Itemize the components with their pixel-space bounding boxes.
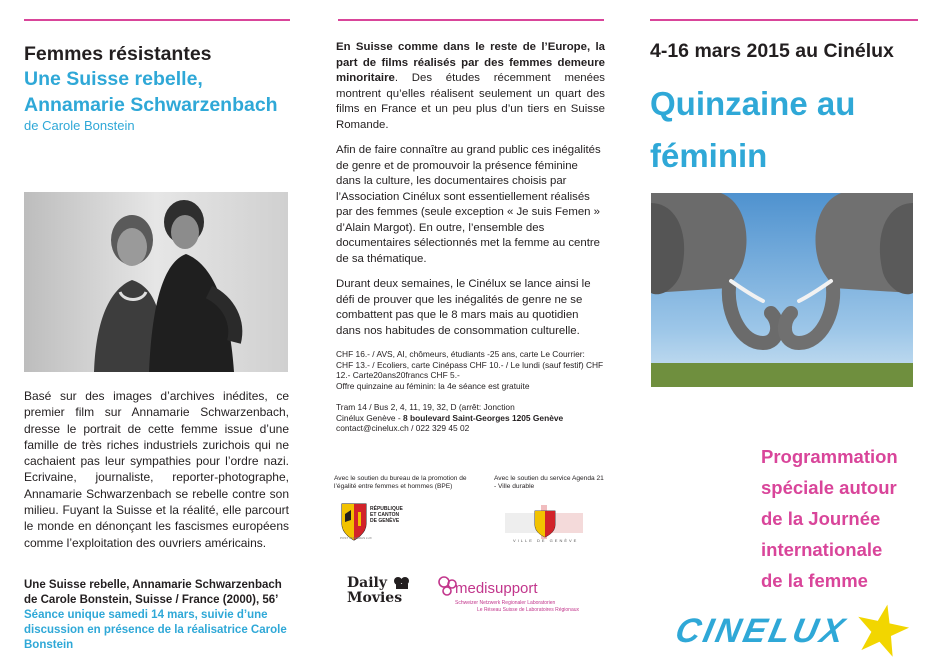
- support-text-bpe: Avec le soutien du bureau de la promotion de l’égalité entre femmes et hommes (BPE): [334, 475, 467, 491]
- film-description: Basé sur des images d’archives inédites, ce premier film sur Annamarie Schwarzenbach, dresse le portrait de cette femme issue d’une famille de très riches industriels zurichois qui ne cachaient pas leur sympathies pour l’ordre nazi. Ecrivaine, journaliste, reporter-photographe, Annamarie Schwarzenbach se rebelle contre son milieu. Fuyant la Suisse et la réalité, elle parcourt le monde en dénonçant les fascismes européens comme l’exploitation des ouvriers américains.: [24, 389, 289, 550]
- top-rule-left: [24, 19, 290, 21]
- top-rule-right: [650, 19, 918, 21]
- cinelux-logo: [672, 600, 916, 660]
- paragraph-2: Afin de faire connaître au grand public ces inégalités de genre et de promouvoir la présence féminine dans la culture, les documentaires choisis par l’Association Cinélux sont essentiellement réalisés par des femmes (seule exception « Je suis Femen » d’Alain Margot). En outre, l’ensemble des documentaires sélectionnés met la femme au centre de sa thématique.: [336, 144, 601, 265]
- prog-line-3: de la Journée: [761, 508, 881, 529]
- daily-text: Daily: [347, 575, 387, 591]
- logo-rep-motto: POST TENEBRAS LUX: [340, 536, 372, 540]
- intro-text: [336, 40, 605, 339]
- price-info: [336, 349, 604, 391]
- screening-info: Séance unique samedi 14 mars, suivie d’une discussion en présence de la réalisatrice Carole Bonstein: [24, 609, 287, 651]
- logo-rep-text: RÉPUBLIQUE ET CANTON DE GENÈVE: [370, 506, 403, 524]
- offer-line: Offre quinzaine au féminin: la 4e séance est gratuite: [336, 380, 530, 391]
- prog-line-5: de la femme: [761, 570, 868, 591]
- archive-photo: [24, 192, 288, 372]
- access-info: [336, 402, 604, 434]
- star-icon: [852, 600, 912, 660]
- intro-rest: . Des études récemment menées montrent qu’elles réalisent seulement un quart des films en France et un peu plus d’un tiers en Suisse Romande.: [336, 72, 605, 131]
- cinelux-text: CINELUX: [672, 612, 851, 650]
- address-line: [336, 413, 604, 424]
- film-header: [24, 42, 289, 133]
- programmation-text: [761, 441, 941, 596]
- film-reel-icon: [393, 576, 411, 590]
- support-text-agenda21: Avec le soutien du service Agenda 21 - Ville durable: [494, 475, 604, 491]
- medisupport-text: medisupport: [455, 580, 538, 597]
- contact-line[interactable]: contact@cinelux.ch / 022 329 45 02: [336, 423, 470, 433]
- top-rule-middle: [338, 19, 604, 21]
- transport-line: Tram 14 / Bus 2, 4, 11, 19, 32, D (arrêt: Jonction: [336, 402, 515, 412]
- medisupport-sub1: Schweizer Netzwerk Regionaler Laboratorien: [455, 600, 556, 606]
- paragraph-3: Durant deux semaines, le Cinélux se lance ainsi le défi de prouver que les inégalités de genre ne se combattent pas que le 8 mars mais au quotidien dans nos habitudes de consommation culturelle.: [336, 278, 591, 337]
- prog-line-4: internationale: [761, 539, 883, 560]
- intro-paragraph: [336, 40, 605, 133]
- section-heading: Femmes résistantes: [24, 43, 212, 65]
- film-title-line1: Une Suisse rebelle,: [24, 68, 203, 90]
- medisupport-logo: [437, 575, 607, 615]
- address-name: Cinélux Genève -: [336, 412, 404, 423]
- ville-geneve-logo: [505, 505, 585, 545]
- film-credit-line: Une Suisse rebelle, Annamarie Schwarzenbach de Carole Bonstein, Suisse / France (2000), 56’: [24, 579, 282, 606]
- medisupport-sub2: Le Réseau Suisse de Laboratoires Régionaux: [477, 607, 580, 613]
- logo-ville-text: VILLE DE GENÈVE: [513, 538, 579, 543]
- event-date: 4-16 mars 2015 au Cinélux: [650, 40, 894, 62]
- geneve-canton-logo: [340, 502, 420, 542]
- prog-line-1: Programmation: [761, 446, 898, 467]
- prog-line-2: spéciale autour: [761, 477, 897, 498]
- film-byline: de Carole Bonstein: [24, 118, 135, 133]
- event-title: Quinzaine au féminin: [650, 85, 856, 174]
- movies-text: Movies: [347, 590, 403, 606]
- daily-movies-logo: [347, 576, 417, 612]
- address-street: 8 boulevard Saint-Georges 1205 Genève: [403, 412, 564, 423]
- film-credits: [24, 578, 289, 653]
- film-title-line2: Annamarie Schwarzenbach: [24, 94, 278, 116]
- intro-bold: En Suisse comme dans le reste de l’Europe, la part de films réalisés par des femmes demeure minoritaire: [336, 41, 605, 84]
- elephants-photo: [651, 193, 913, 387]
- price-list: CHF 16.- / AVS, AI, chômeurs, étudiants -25 ans, carte Le Courrier: CHF 13.- / Ecoliers, carte Cinépass CHF 10.- / Le lundi (sauf festif) CHF 12.- Carte20ans20francs CHF 5.-: [336, 349, 604, 380]
